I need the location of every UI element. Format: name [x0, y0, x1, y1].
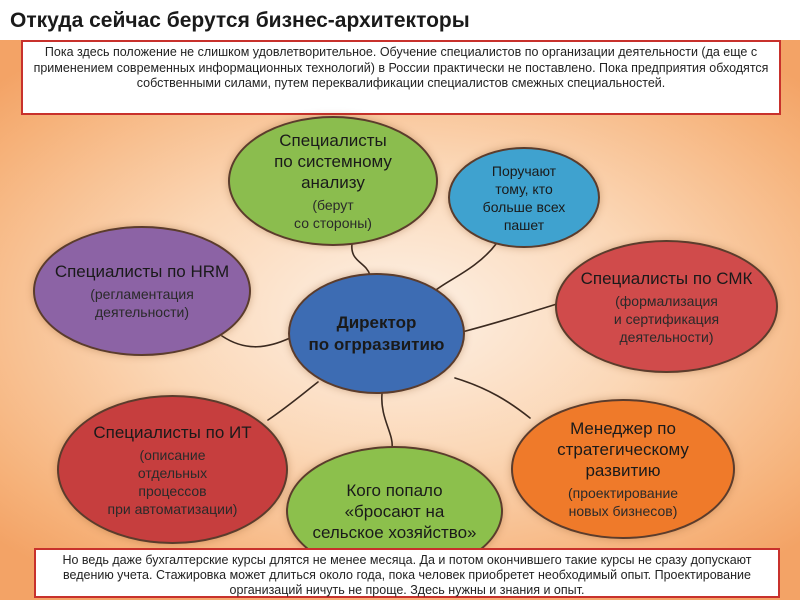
node-hrm	[33, 226, 251, 356]
connector-pay	[436, 244, 496, 290]
page-title: Откуда сейчас берутся бизнес-архитекторы	[10, 9, 470, 32]
node-smk-label: Специалисты по СМК	[580, 268, 753, 288]
connector-kogo	[382, 394, 392, 448]
node-smk	[555, 240, 778, 373]
node-it-note: (описание отдельных процессов при автоматизации)	[107, 446, 238, 517]
node-smk-note: (формализация и сертификация деятельности)	[613, 292, 720, 345]
node-system-analysis-note: (берут со стороны)	[294, 197, 372, 231]
node-it-label: Специалисты по ИТ	[93, 422, 252, 442]
node-strategy-label: Менеджер по стратегическому развитию	[557, 419, 689, 480]
connector-strat	[455, 378, 530, 418]
connector-smk	[462, 304, 557, 332]
node-pay	[448, 147, 600, 248]
connector-it	[268, 382, 318, 420]
node-it	[57, 395, 288, 544]
node-director-label: Директор по огрразвитию	[308, 312, 445, 354]
node-hrm-note: (регламентация деятельности)	[90, 286, 194, 320]
node-whoever-label: Кого попало «бросают на сельское хозяйство»	[312, 480, 477, 542]
node-system-analysis-label: Специалисты по системному анализу	[274, 131, 392, 192]
connector-hrm	[222, 336, 290, 347]
node-strategy	[511, 399, 735, 539]
node-director	[288, 273, 465, 394]
node-pay-label: Поручают тому, кто больше всех пашет	[482, 162, 566, 233]
connector-system	[352, 244, 370, 275]
top-note: Пока здесь положение не слишком удовлетворительное. Обучение специалистов по организации деятельности (да еще с применением современных информационных технологий) в России практически не поставлено. Пока предприятия обходятся собственными силами, путем переквалификации специалистов смежных специальностей.	[21, 40, 781, 115]
node-hrm-label: Специалисты по HRM	[54, 262, 230, 281]
node-system-analysis	[228, 116, 438, 246]
node-strategy-note: (проектирование новых бизнесов)	[567, 485, 679, 519]
bottom-note: Но ведь даже бухгалтерские курсы длятся не менее месяца. Да и потом окончившего такие курсы не сразу допускают ведению учета. Стажировка может длиться около года, пока человек приобретет необходимый опыт. Проектирование организаций ничуть не проще. Здесь нужны и знания и опыт.	[34, 548, 780, 598]
